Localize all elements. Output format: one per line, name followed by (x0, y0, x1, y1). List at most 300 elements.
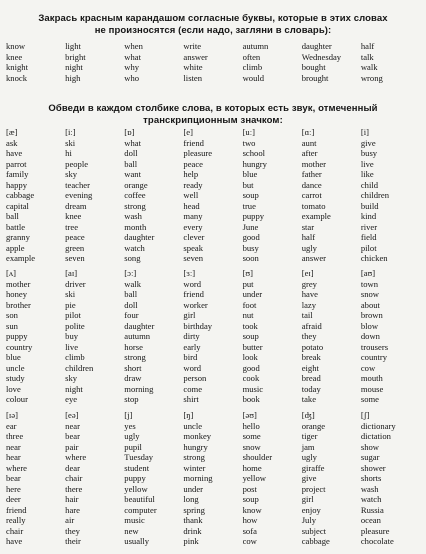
word: daughter (124, 320, 155, 331)
word: who (124, 72, 140, 83)
sound-column (361, 127, 420, 264)
word: they (65, 525, 80, 536)
exercise-2-block-1 (6, 127, 420, 264)
word: birthday (183, 320, 213, 331)
word: uncle (6, 362, 25, 373)
word: jam (301, 441, 315, 452)
word: strong (183, 452, 205, 462)
transcription-symbol: [i] (360, 127, 369, 137)
word: have (6, 536, 23, 546)
word: shower (360, 462, 386, 473)
word: what (124, 137, 141, 148)
word: blue (6, 352, 21, 362)
word: capital (6, 200, 29, 211)
sound-column (65, 127, 124, 264)
word: blue (242, 169, 258, 179)
sound-column (6, 127, 65, 264)
sound-column (6, 268, 65, 405)
word: yellow (124, 483, 148, 494)
word: evening (65, 190, 93, 200)
word: peace (65, 232, 85, 242)
word: put (242, 278, 254, 289)
word: orange (124, 179, 148, 190)
word: friend (183, 137, 204, 148)
word: daughter (124, 232, 155, 242)
transcription-symbol: [əʊ] (242, 410, 257, 420)
word: shoulder (242, 452, 273, 462)
word: doll (124, 148, 138, 158)
word: apple (6, 242, 25, 253)
word: pink (183, 536, 199, 546)
word: tiger (301, 431, 318, 441)
word: tree (65, 221, 79, 232)
word: light (65, 41, 81, 51)
word: climb (65, 352, 85, 362)
word: why (124, 62, 140, 72)
word: many (183, 211, 203, 221)
transcription-symbol: [ɪə] (6, 410, 18, 420)
word: month (124, 221, 147, 232)
word: what (124, 51, 141, 62)
transcription-symbol: [ʤ] (301, 410, 315, 420)
title-line: не произносятся (если надо, загляни в словарь): (94, 24, 332, 36)
word: new (124, 525, 139, 536)
word: pilot (360, 242, 377, 253)
word: hello (242, 420, 260, 431)
word: ski (65, 137, 76, 148)
word: well (183, 190, 199, 200)
word: pleasure (183, 148, 213, 158)
word: home (242, 462, 262, 473)
word: children (360, 190, 390, 200)
transcription-symbol: [aʊ] (360, 268, 376, 278)
word: yes (124, 420, 136, 431)
word: aunt (301, 137, 317, 148)
word: hungry (242, 158, 267, 169)
word: wrong (360, 72, 383, 83)
word: deer (6, 494, 21, 504)
word: air (65, 515, 75, 525)
word: polite (65, 320, 85, 331)
word: computer (124, 504, 157, 515)
word: bread (301, 373, 321, 383)
word: winter (183, 462, 206, 473)
word: knee (6, 51, 23, 62)
word: brought (301, 72, 329, 83)
word: morning (124, 383, 154, 394)
word: knight (6, 62, 28, 72)
word: down (360, 331, 380, 341)
word: really (6, 515, 26, 525)
word: long (183, 494, 199, 504)
word: after (301, 148, 318, 158)
title-line: Обведи в каждом столбике слова, в которых есть звук, отмеченный (48, 103, 378, 114)
word: walk (124, 278, 141, 289)
word: cow (242, 536, 257, 546)
word: school (242, 148, 265, 158)
word: drink (183, 525, 202, 536)
word: head (183, 200, 200, 211)
word: student (124, 462, 150, 473)
word: look (242, 352, 258, 362)
transcription-symbol: [ʌ] (6, 268, 17, 278)
word: trousers (360, 341, 389, 352)
word: cow (360, 362, 376, 373)
word: happy (6, 179, 28, 190)
word: book (242, 394, 260, 404)
word: honey (6, 289, 28, 299)
transcription-symbol: [ɒ] (124, 127, 135, 137)
word: hair (65, 494, 79, 504)
word: mother (6, 278, 31, 289)
word: ear (6, 420, 17, 431)
word: their (65, 536, 81, 546)
word: some (242, 431, 261, 441)
word: knock (6, 72, 28, 83)
word: battle (6, 221, 26, 232)
transcription-symbol: [e] (183, 127, 193, 137)
word: Wednesday (301, 51, 342, 62)
word: family (6, 169, 29, 179)
transcription-symbol: [ɜː] (183, 268, 196, 278)
word: pilot (65, 310, 81, 320)
word: every (183, 221, 203, 232)
word: watch (360, 494, 382, 504)
word: bird (183, 352, 198, 362)
word: high (65, 72, 81, 83)
word: butter (242, 341, 263, 352)
word: shirt (183, 394, 199, 404)
word: mouse (360, 383, 384, 394)
word: granny (6, 232, 30, 242)
word: strong (124, 352, 146, 362)
word: busy (242, 242, 259, 253)
word: foot (242, 299, 257, 310)
word: give (301, 473, 317, 483)
transcription-symbol: [eə] (65, 410, 79, 420)
word: listen (183, 72, 203, 83)
word: pleasure (360, 525, 390, 536)
word: driver (65, 278, 86, 289)
word: night (65, 62, 83, 72)
word: walk (360, 62, 378, 72)
word: draw (124, 373, 142, 383)
word: lazy (301, 299, 317, 310)
word: puppy (6, 331, 28, 341)
transcription-symbol: [ʊ] (242, 268, 254, 278)
word: country (6, 341, 33, 352)
word: autumn (242, 41, 269, 51)
word: uncle (183, 420, 203, 431)
word: seven (65, 253, 85, 263)
word: help (183, 169, 199, 179)
word: near (65, 420, 80, 431)
word: wash (360, 483, 379, 494)
sound-column (6, 410, 65, 547)
word: have (6, 148, 23, 158)
sound-column (361, 268, 420, 405)
word: answer (183, 51, 208, 62)
word: July (301, 515, 317, 525)
sound-column (183, 268, 242, 405)
word: cook (242, 373, 260, 383)
transcription-symbol: [eɪ] (301, 268, 314, 278)
word: two (242, 137, 256, 148)
exercise-2-block-2 (6, 268, 420, 405)
word: dance (301, 179, 322, 190)
transcription-symbol: [ɑː] (301, 127, 315, 137)
word: giraffe (301, 462, 325, 473)
word: cabbage (6, 190, 35, 200)
word: when (124, 41, 143, 51)
word: country (360, 352, 388, 362)
sound-column (124, 268, 183, 405)
word: music (242, 383, 264, 394)
sound-column (183, 410, 242, 547)
word: know (242, 504, 262, 515)
sound-column (361, 410, 420, 547)
word: kind (360, 211, 377, 221)
word: example (6, 253, 36, 263)
word: dictation (360, 431, 391, 441)
word: friend (183, 289, 204, 299)
word: green (65, 242, 85, 253)
word: took (242, 320, 258, 331)
word: June (242, 221, 259, 232)
word: some (360, 394, 379, 404)
word: cabbage (301, 536, 330, 546)
word: colour (6, 394, 28, 404)
word: soup (242, 331, 259, 341)
word: autumn (124, 331, 151, 341)
word: love (6, 383, 21, 394)
word: thank (183, 515, 203, 525)
word-column (6, 41, 65, 83)
word: ocean (360, 515, 381, 525)
word: friend (6, 504, 27, 515)
word: eight (301, 362, 319, 373)
title-line: транскрипционным значком: (143, 114, 283, 126)
exercise-2-title (0, 103, 426, 126)
word: coffee (124, 190, 146, 200)
word: answer (301, 253, 327, 263)
transcription-symbol: [aɪ] (65, 268, 78, 278)
word: pie (65, 299, 76, 310)
word: hi (65, 148, 72, 158)
word: talk (360, 51, 374, 62)
word: three (6, 431, 24, 441)
word: near (6, 441, 21, 452)
word: soup (242, 494, 259, 504)
word: live (65, 341, 79, 352)
word: white (183, 62, 203, 72)
word: like (360, 169, 374, 179)
word: pair (65, 441, 79, 452)
word: soup (242, 190, 259, 200)
word: they (301, 331, 317, 341)
word: mother (301, 158, 327, 169)
word: blow (360, 320, 379, 331)
word: sky (65, 373, 78, 383)
word: good (242, 362, 260, 373)
word: snow (360, 289, 379, 299)
word: build (360, 200, 379, 211)
word: strong (124, 200, 146, 211)
sound-column (302, 410, 361, 547)
word: Russia (360, 504, 384, 515)
word: dear (65, 462, 80, 473)
word: soon (242, 253, 259, 263)
word: star (301, 221, 315, 232)
word: stop (124, 394, 139, 404)
word-column (243, 41, 302, 83)
word: pupil (124, 441, 142, 452)
sound-column (302, 268, 361, 405)
transcription-symbol: [ŋ] (183, 410, 194, 420)
word: clever (183, 232, 205, 242)
word: brown (360, 310, 383, 320)
word: spring (183, 504, 205, 515)
word: parrot (6, 158, 27, 169)
word: hear (6, 452, 21, 462)
word: morning (183, 473, 213, 483)
word: knee (65, 211, 82, 221)
word: daughter (301, 41, 332, 51)
word: worker (183, 299, 208, 310)
transcription-symbol: [j] (124, 410, 133, 420)
word-column (361, 41, 420, 83)
word: where (65, 452, 87, 462)
word: study (6, 373, 25, 383)
sound-column (243, 268, 302, 405)
transcription-symbol: [iː] (65, 127, 76, 137)
word: people (65, 158, 89, 169)
word: take (301, 394, 317, 404)
word: example (301, 211, 331, 221)
word: under (183, 483, 203, 494)
exercise-1-title (0, 13, 426, 36)
word: night (65, 383, 83, 394)
word: peace (183, 158, 203, 169)
exercise-2-block-3 (6, 410, 420, 547)
word: today (301, 383, 321, 394)
word: dirty (183, 331, 200, 341)
word: music (124, 515, 145, 525)
word: ugly (301, 452, 317, 462)
word: teacher (65, 179, 90, 190)
word: usually (124, 536, 150, 546)
word: buy (65, 331, 79, 341)
word: shorts (360, 473, 382, 483)
word: bear (65, 431, 80, 441)
word: puppy (124, 473, 146, 483)
word: project (301, 483, 326, 494)
word: person (183, 373, 207, 383)
word: busy (360, 148, 378, 158)
word: would (242, 72, 265, 83)
word: father (301, 169, 322, 179)
word: true (242, 200, 256, 211)
word: grey (301, 278, 317, 289)
word: good (242, 232, 260, 242)
word: song (124, 253, 141, 263)
word: sugar (360, 452, 380, 462)
word: ball (124, 158, 138, 169)
sound-column (65, 410, 124, 547)
sound-column (183, 127, 242, 264)
word: half (360, 41, 375, 51)
word: want (124, 169, 141, 179)
word: doll (124, 299, 138, 310)
word: where (6, 462, 27, 473)
sound-column (65, 268, 124, 405)
word: chair (65, 473, 83, 483)
word: son (6, 310, 18, 320)
word: ski (65, 289, 76, 299)
word-column (302, 41, 361, 83)
exercise-1-word-grid (6, 41, 420, 83)
word: have (301, 289, 318, 299)
word: about (360, 299, 380, 310)
word: post (242, 483, 257, 494)
sound-column (243, 410, 302, 547)
word: town (360, 278, 379, 289)
word: how (242, 515, 258, 525)
word: ugly (301, 242, 317, 253)
word: brother (6, 299, 31, 310)
word: children (65, 362, 94, 373)
word: here (6, 483, 21, 494)
sound-column (302, 127, 361, 264)
word: sun (6, 320, 18, 331)
word: dream (65, 200, 87, 211)
word: climb (242, 62, 263, 72)
sound-column (243, 127, 302, 264)
word: ready (183, 179, 203, 190)
word: bought (301, 62, 326, 72)
word: dictionary (360, 420, 396, 431)
word: early (183, 341, 201, 352)
word: snow (242, 441, 261, 452)
word: wash (124, 211, 142, 221)
word: girl (301, 494, 314, 504)
sound-column (124, 410, 183, 547)
word: under (242, 289, 263, 299)
word: monkey (183, 431, 212, 441)
word: orange (301, 420, 326, 431)
word: bright (65, 51, 86, 62)
word: short (124, 362, 142, 373)
word-column (124, 41, 183, 83)
word: ask (6, 137, 18, 148)
word: show (360, 441, 379, 452)
word: girl (183, 310, 196, 320)
word: but (242, 179, 254, 190)
word: child (360, 179, 379, 190)
word: bear (6, 473, 21, 483)
word: hare (65, 504, 80, 515)
word: seven (183, 253, 203, 263)
word: horse (124, 341, 143, 352)
word: half (301, 232, 316, 242)
word: speak (183, 242, 203, 253)
word: give (360, 137, 376, 148)
word: often (242, 51, 261, 62)
word: field (360, 232, 377, 242)
word: there (65, 483, 83, 494)
word-column (183, 41, 242, 83)
word: subject (301, 525, 327, 536)
